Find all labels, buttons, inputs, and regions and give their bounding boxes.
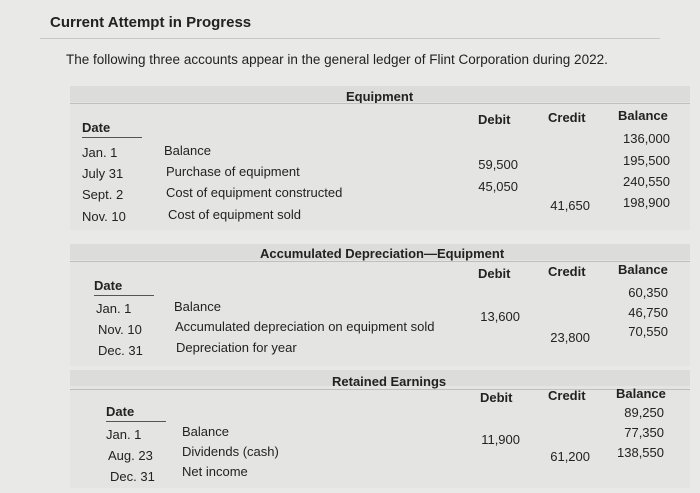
problem-intro: The following three accounts appear in the general ledger of Flint Corporation during 2022. [66, 52, 608, 67]
entry-date: Sept. 2 [82, 187, 124, 202]
entry-date: July 31 [82, 166, 124, 181]
entry-debit: 59,500 [478, 157, 518, 172]
col-header-balance: Balance [616, 386, 666, 401]
entry-description: Net income [182, 464, 248, 479]
ledger-retained-earnings [70, 370, 690, 488]
entry-balance: 136,000 [623, 131, 670, 146]
entry-balance: 89,250 [624, 405, 664, 420]
entry-credit: 23,800 [550, 330, 590, 345]
entry-description: Balance [164, 143, 211, 158]
title-separator [70, 261, 690, 262]
entry-balance: 240,550 [623, 174, 670, 189]
entry-date: Dec. 31 [98, 343, 143, 358]
entry-balance: 60,350 [628, 285, 668, 300]
entry-description: Balance [174, 299, 221, 314]
entry-date: Nov. 10 [82, 209, 126, 224]
entry-description: Accumulated depreciation on equipment sold [175, 319, 435, 334]
ledger-equipment [70, 86, 690, 230]
account-title: Accumulated Depreciation—Equipment [260, 246, 505, 261]
entry-date: Dec. 31 [110, 469, 155, 484]
entry-description: Cost of equipment sold [168, 207, 301, 222]
entry-description: Cost of equipment constructed [166, 185, 343, 200]
entry-date: Jan. 1 [96, 301, 132, 316]
col-header-credit: Credit [548, 264, 586, 279]
entry-balance: 46,750 [628, 305, 668, 320]
col-header-debit: Debit [480, 390, 513, 405]
col-header-debit: Debit [478, 112, 511, 127]
col-header-debit: Debit [478, 266, 511, 281]
title-separator [70, 389, 690, 390]
col-header-credit: Credit [548, 388, 586, 403]
entry-description: Purchase of equipment [166, 164, 300, 179]
col-header-date: Date [82, 120, 142, 138]
entry-balance: 77,350 [624, 425, 664, 440]
account-title: Retained Earnings [332, 374, 447, 389]
entry-balance: 138,550 [617, 445, 664, 460]
col-header-balance: Balance [618, 262, 668, 277]
entry-balance: 195,500 [623, 153, 670, 168]
page-title: Current Attempt in Progress [50, 14, 252, 31]
entry-description: Dividends (cash) [182, 444, 279, 459]
entry-balance: 198,900 [623, 195, 670, 210]
divider [40, 38, 660, 39]
col-header-balance: Balance [618, 108, 668, 123]
col-header-date: Date [106, 404, 166, 422]
col-header-credit: Credit [548, 110, 586, 125]
entry-date: Jan. 1 [106, 427, 142, 442]
entry-debit: 13,600 [480, 309, 520, 324]
col-header-date: Date [94, 278, 154, 296]
entry-debit: 11,900 [481, 432, 520, 447]
entry-description: Balance [182, 424, 229, 439]
entry-description: Depreciation for year [176, 340, 297, 355]
entry-credit: 41,650 [550, 198, 590, 213]
entry-date: Jan. 1 [82, 145, 118, 160]
entry-date: Aug. 23 [108, 448, 153, 463]
entry-balance: 70,550 [628, 324, 668, 339]
account-title: Equipment [346, 89, 414, 104]
entry-credit: 61,200 [550, 449, 590, 464]
entry-debit: 45,050 [478, 179, 518, 194]
title-separator [70, 103, 690, 104]
entry-date: Nov. 10 [98, 322, 142, 337]
ledger-accumulated-depreciation [70, 244, 690, 366]
